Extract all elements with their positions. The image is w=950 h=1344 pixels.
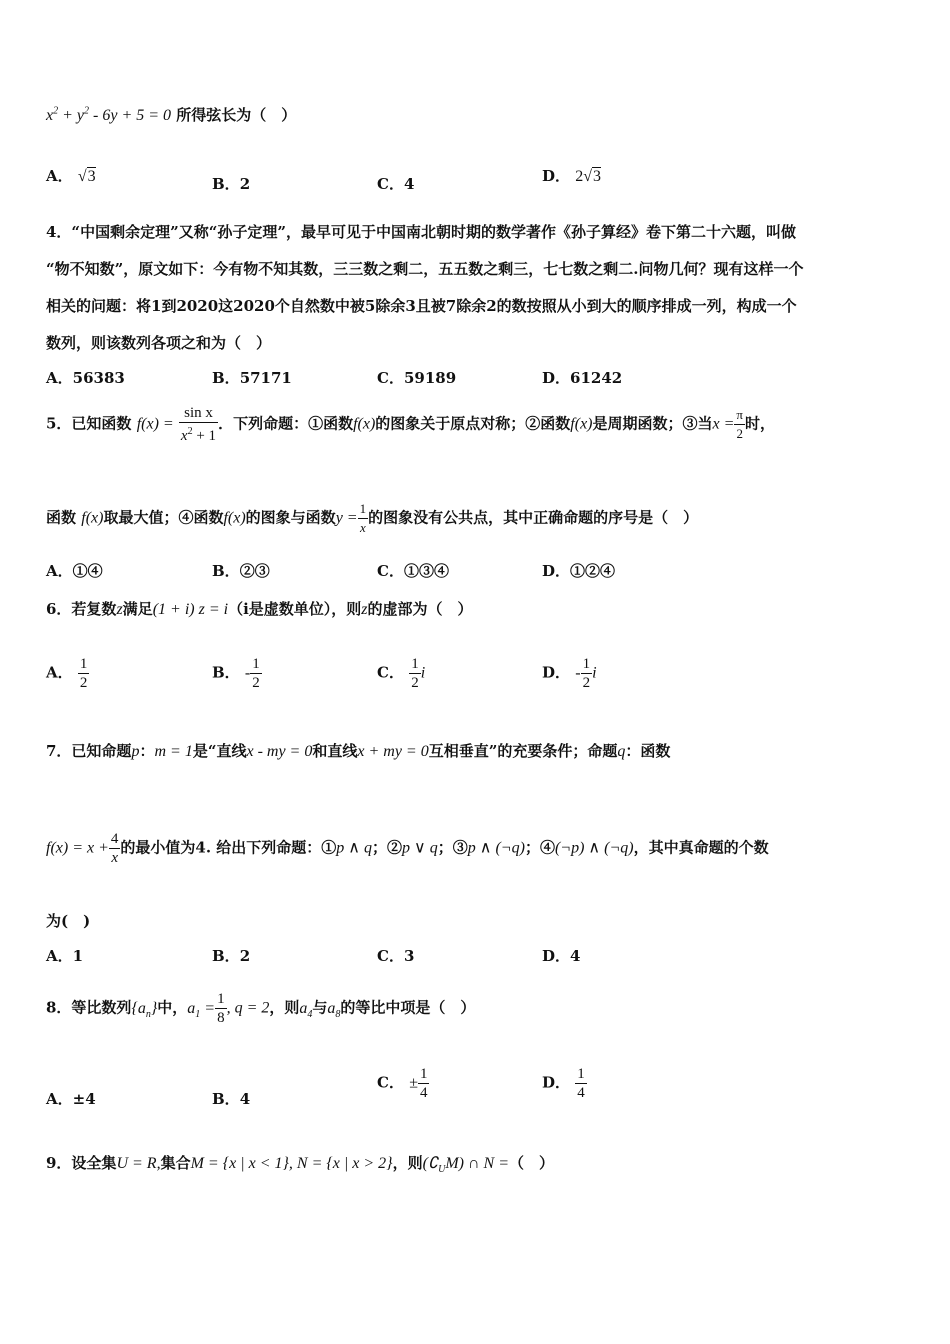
q8-option-c[interactable]: C． ± $\frac{1}{4}$ (377, 1066, 428, 1101)
q4-line-1: 4．“中国剩余定理”又称“孙子定理”，最早可见于中国南北朝时期的数学著作《孙子算经》卷下第二十六题，叫做 (46, 223, 796, 241)
q8-option-b[interactable]: B．4 (212, 1090, 251, 1108)
q4-line-2: “物不知数”，原文如下：今有物不知其数，三三数之剩二，五五数之剩三，七七数之剩二.问物几何？现有这样一个 (46, 260, 804, 278)
q7-option-a[interactable]: A．1 (46, 947, 84, 965)
q7-line-1: 7．已知命题p：m = 1是“直线x - my = 0和直线x + my = 0互相垂直”的充要条件；命题q：函数 (46, 742, 671, 760)
q5-line-1: 5．已知函数 f(x) = $\frac{\text{sin x}}{x^2 + 1}$ ．下列命题：①函数f(x)的图象关于原点对称；②函数f(x)是周期函数；③当x = $\frac{\pi}{2}$ 时， (46, 405, 776, 444)
q7-line-3: 为( ) (46, 912, 91, 930)
q3-option-b[interactable]: B．2 (212, 175, 251, 193)
q5-option-a[interactable]: A．①④ (46, 562, 103, 580)
q8-option-d[interactable]: D． $\frac{1}{4}$ (542, 1066, 585, 1101)
q5-option-b[interactable]: B．②③ (212, 562, 270, 580)
q4-option-b[interactable]: B．57171 (212, 369, 292, 387)
q3-tail-text: 所得弦长为（ ） (176, 106, 297, 124)
q8-stem: 8．等比数列$\{a_n\}$中，$a_1$ = $\frac{1}{8}$ , q = 2，则$a_4$与$a_8$的等比中项是（ ） (46, 991, 476, 1026)
q6-option-c[interactable]: C． $\frac{1}{2}$ i (377, 656, 426, 691)
q7-option-c[interactable]: C．3 (377, 947, 415, 965)
q4-line-4: 数列，则该数列各项之和为（ ） (46, 334, 272, 352)
q5-fraction: $\frac{\text{sin x}}{x^2 + 1}$ (180, 405, 217, 444)
q3-option-d[interactable]: D． 2√3 (542, 167, 602, 185)
q5-line-2: 函数 f(x)取最大值；④函数f(x)的图象与函数y = $\frac{1}{x}$ 的图象没有公共点，其中正确命题的序号是（ ） (46, 501, 699, 535)
q7-option-b[interactable]: B．2 (212, 947, 251, 965)
q4-line-3: 相关的问题：将1到2020这2020个自然数中被5除余3且被7除余2的数按照从小到大的顺序排成一列，构成一个 (46, 297, 797, 315)
q4-option-a[interactable]: A．56383 (46, 369, 125, 387)
q6-stem: 6．若复数z满足(1 + i) z = i（i是虚数单位），则z的虚部为（ ） (46, 600, 473, 618)
q6-option-b[interactable]: B． - $\frac{1}{2}$ (212, 656, 260, 691)
q4-option-c[interactable]: C．59189 (377, 369, 457, 387)
q6-option-d[interactable]: D． - $\frac{1}{2}$ i (542, 656, 597, 691)
q6-option-a[interactable]: A． $\frac{1}{2}$ (46, 656, 88, 691)
q5-option-d[interactable]: D．①②④ (542, 562, 616, 580)
q9-stem: 9．设全集U = R,集合M = {x | x < 1}, N = {x | x > 2}，则$(∁_UM)$ ∩ N =（ ） (46, 1154, 555, 1176)
q5-option-c[interactable]: C．①③④ (377, 562, 449, 580)
q3-option-c[interactable]: C．4 (377, 175, 415, 193)
q7-option-d[interactable]: D．4 (542, 947, 581, 965)
q3-option-a[interactable]: A． √3 (46, 167, 96, 185)
q3-stem: $x^2 + y^2 - 6y + 5 = 0$ 所得弦长为（ ） (46, 105, 297, 124)
q7-line-2: f(x) = x + $\frac{4}{x}$ 的最小值为4. 给出下列命题：①p ∧ q；②p ∨ q；③p ∧ (¬q)；④(¬p) ∧ (¬q)，其中真命题的个数 (46, 831, 769, 866)
q8-option-a[interactable]: A．±4 (46, 1090, 96, 1108)
q4-option-d[interactable]: D．61242 (542, 369, 623, 387)
